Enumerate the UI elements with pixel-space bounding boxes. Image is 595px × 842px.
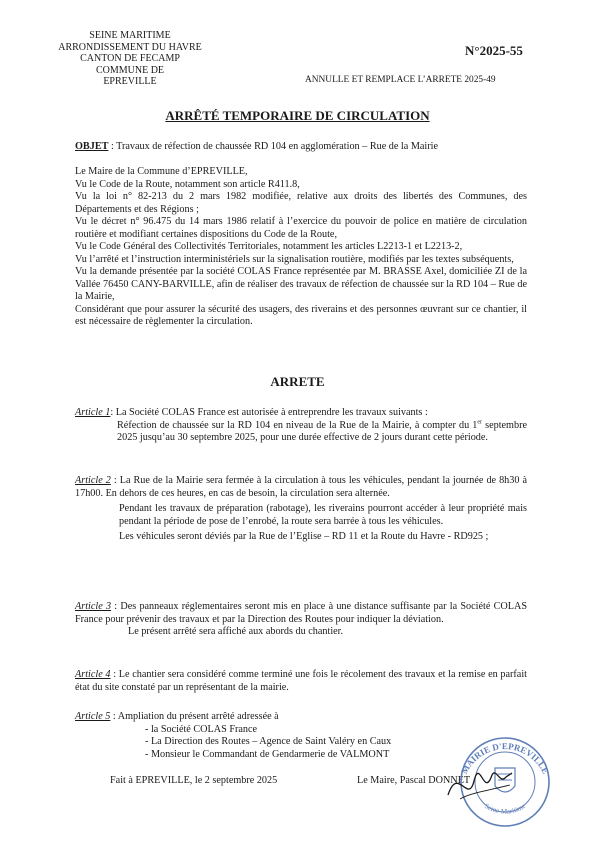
preamble-line: Vu la loi n° 82-213 du 2 mars 1982 modifiée, relative aux droits des libertés des Communes, des Départements et des Régions ;	[75, 191, 527, 215]
official-stamp	[450, 730, 560, 830]
signatory: Le Maire, Pascal DONNET	[357, 775, 471, 786]
decree-number: N°2025-55	[465, 43, 523, 58]
preamble-line: Considérant que pour assurer la sécurité des usagers, des riverains et des personnes œuvrant sur ce chantier, il est nécessaire de règlementer la circulation.	[75, 303, 527, 327]
preamble-line: Vu la demande présentée par la société COLAS France représentée par M. BRASSE Axel, domiciliée ZI de la Vallée 76450 CANY-BARVILLE, afin de réaliser des travaux de réfection de chaussée sur la RD 104 – Rue de la Mairie,	[75, 266, 527, 302]
article-4-intro: : Le chantier sera considéré comme terminé une fois le récolement des travaux et la remise en parfait état du site constaté par un représentant de la mairie.	[75, 669, 527, 693]
article-1-label: Article 1	[75, 407, 111, 418]
article-4	[75, 669, 527, 694]
article-2	[75, 475, 527, 544]
article-1	[75, 407, 527, 445]
article-5-label: Article 5	[75, 711, 111, 722]
article-4-label: Article 4	[75, 669, 111, 680]
article-3-paragraph: Le présent arrêté sera affiché aux abords du chantier.	[128, 626, 344, 637]
article-2-label: Article 2	[75, 475, 111, 486]
recipient-item: - Monsieur le Commandant de Gendarmerie de VALMONT	[145, 748, 390, 760]
preamble-line: Vu l’arrêté et l’instruction interministériels sur la signalisation routière, modifiés par les textes subséquents,	[75, 253, 514, 265]
objet-label: OBJET	[75, 141, 109, 152]
article-3	[75, 601, 527, 639]
recipient-item: - la Société COLAS France	[145, 723, 258, 735]
preamble-line: Vu le décret n° 96.475 du 14 mars 1986 relatif à l’exercice du pouvoir de police en matière de circulation routière et modifiant certaines dispositions du Code de la Route,	[75, 216, 527, 240]
admin-line: CANTON DE FECAMP	[80, 53, 180, 64]
article-1-intro: : La Société COLAS France est autorisée à entreprendre les travaux suivants :	[110, 407, 428, 418]
objet-text: : Travaux de réfection de chaussée RD 104 en agglomération – Rue de la Mairie	[108, 141, 438, 152]
article-2-paragraph: Les véhicules seront déviés par la Rue de l’Eglise – RD 11 et la Route du Havre - RD925 ;	[119, 531, 489, 542]
article-1-body: Réfection de chaussée sur la RD 104 en niveau de la Rue de la Mairie, à compter du 1er septembre 2025 jusqu’au 30 septembre 2025, pour une durée effective de 2 jours durant cette période.	[117, 419, 527, 443]
admin-line: SEINE MARITIME	[89, 30, 171, 41]
article-3-label: Article 3	[75, 601, 112, 612]
recipient-item: - La Direction des Routes – Agence de Saint Valéry en Caux	[145, 736, 392, 747]
admin-line: ARRONDISSEMENT DU HAVRE	[58, 41, 202, 53]
svg-text:Seine-Maritime: Seine-Maritime	[483, 802, 527, 816]
replaces-note: ANNULLE ET REMPLACE L’ARRETE 2025-49	[305, 75, 496, 85]
article-5-intro: : Ampliation du présent arrêté adressée à	[110, 711, 279, 722]
objet-line	[75, 141, 535, 154]
preamble-line: Vu le Code de la Route, notamment son article R411.8,	[75, 178, 300, 190]
preamble-line: Vu le Code Général des Collectivités Territoriales, notamment les articles L2213-1 et L2213-2,	[75, 241, 463, 252]
document-title: ARRÊTÉ TEMPORAIRE DE CIRCULATION	[165, 108, 430, 123]
preamble-line: Le Maire de la Commune d’EPREVILLE,	[75, 166, 248, 177]
admin-line: EPREVILLE	[103, 76, 157, 87]
administrative-header	[55, 30, 205, 88]
arrete-heading: ARRETE	[270, 374, 325, 389]
article-2-paragraph: Pendant les travaux de préparation (rabotage), les riverains pourront accéder à leur propriété mais pendant la période de pose de l’enrobé, la route sera barrée à tous les véhicules.	[119, 503, 527, 527]
place-date: Fait à EPREVILLE, le 2 septembre 2025	[110, 775, 278, 786]
svg-text:MAIRIE D'EPREVILLE: MAIRIE D'EPREVILLE	[459, 741, 551, 776]
handwritten-signature	[440, 755, 520, 815]
article-3-intro: : Des panneaux réglementaires seront mis en place à une distance suffisante par la Société COLAS France pour prévenir des travaux et par la Direction des Routes pour indiquer la déviation.	[75, 601, 527, 625]
article-2-intro: : La Rue de la Mairie sera fermée à la circulation à tous les véhicules, pendant la journée de 8h30 à 17h00. En dehors de ces heures, en cas de besoin, la circulation sera alternée.	[75, 475, 527, 499]
admin-line: COMMUNE DE	[95, 64, 165, 76]
preamble	[75, 166, 527, 329]
